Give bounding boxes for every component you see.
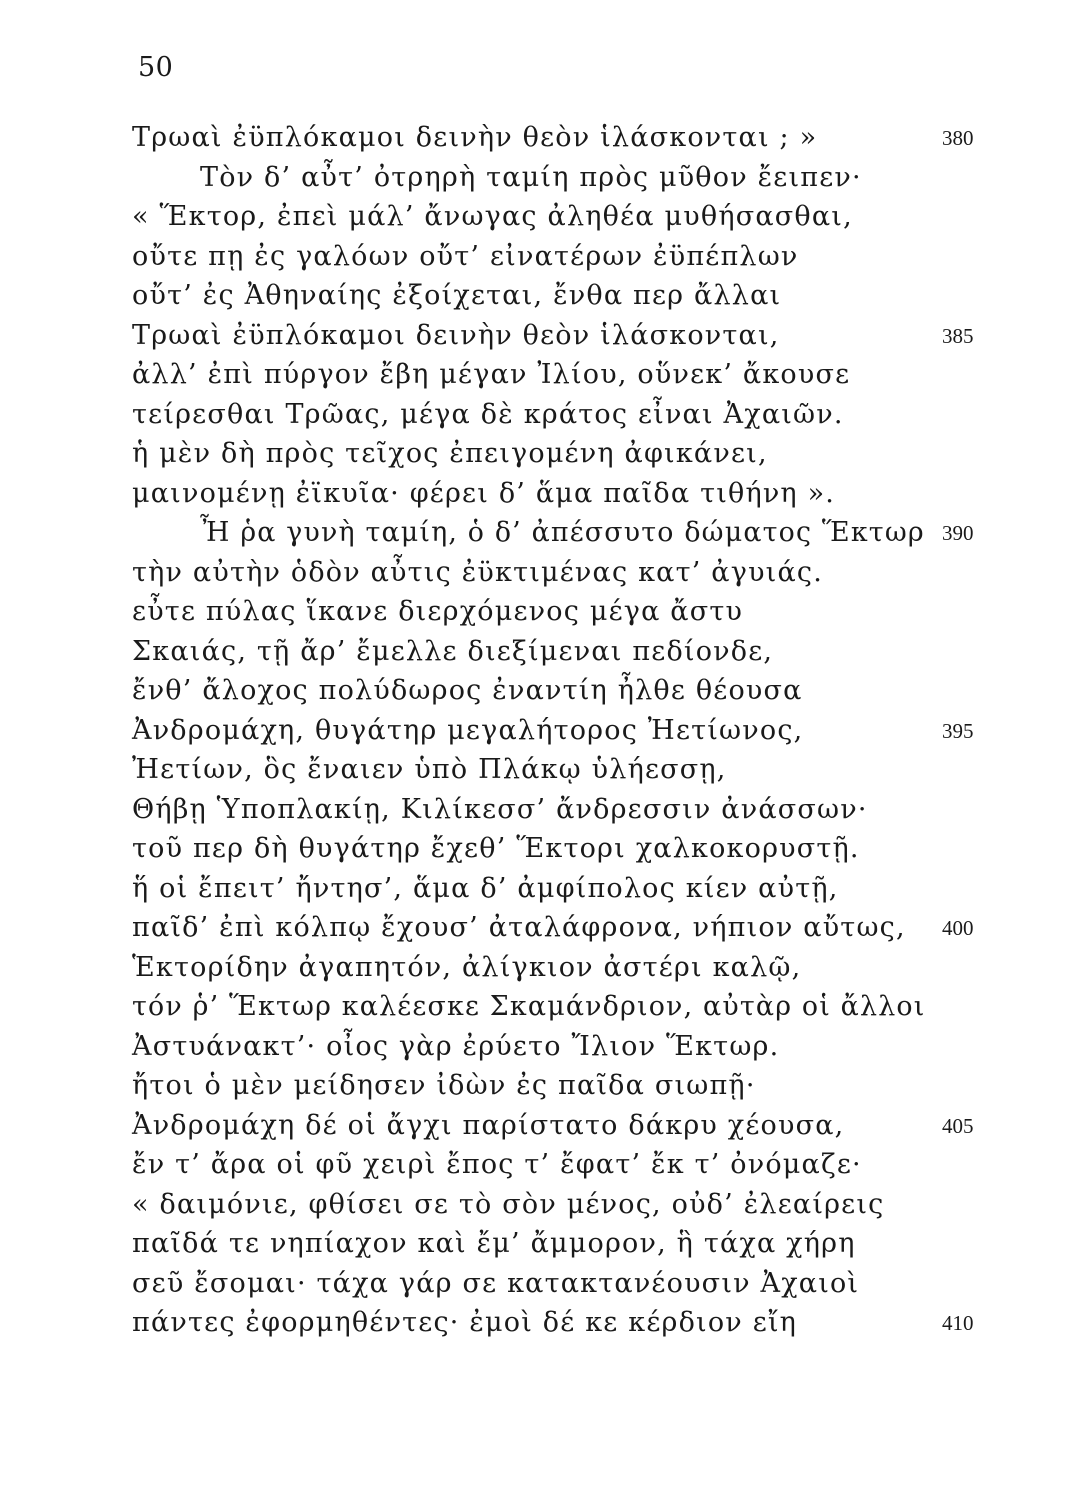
line-number: 395: [942, 719, 974, 743]
verse-line-text: τὴν αὐτὴν ὁδὸν αὖτις ἐϋκτιμένας κατ’ ἀγυιάς.: [132, 557, 824, 588]
verse-line: [0, 1145, 1072, 1185]
verse-line: [0, 948, 1072, 988]
verse-line: [0, 592, 1072, 632]
verse-line-text: « δαιμόνιε, φθίσει σε τὸ σὸν μένος, οὐδ’ ἐλεαίρεις: [132, 1189, 885, 1220]
verse-line: [0, 711, 1072, 751]
verse-line-text: « Ἕκτορ, ἐπεὶ μάλ’ ἄνωγας ἀληθέα μυθήσασθαι,: [132, 201, 853, 232]
verse-line-text: Τρωαὶ ἐϋπλόκαμοι δεινὴν θεὸν ἱλάσκονται ; »: [132, 122, 818, 153]
verse-line-text: εὖτε πύλας ἵκανε διερχόμενος μέγα ἄστυ: [132, 596, 744, 627]
verse-line-text: Ἀνδρομάχη δέ οἱ ἄγχι παρίστατο δάκρυ χέουσα,: [132, 1110, 845, 1141]
verse-line: [0, 118, 1072, 158]
verse-line: [0, 513, 1072, 553]
verse-line-text: τοῦ περ δὴ θυγάτηρ ἔχεθ’ Ἕκτορι χαλκοκορυστῇ.: [132, 833, 860, 864]
verse-line: [0, 1185, 1072, 1225]
verse-line-text: Θήβῃ Ὑποπλακίῃ, Κιλίκεσσ’ ἄνδρεσσιν ἀνάσσων·: [132, 794, 868, 825]
verse-line-text: μαινομένῃ ἐϊκυῖα· φέρει δ’ ἅμα παῖδα τιθήνη ».: [132, 478, 836, 509]
verse-line-text: τόν ῥ’ Ἕκτωρ καλέεσκε Σκαμάνδριον, αὐτὰρ οἱ ἄλλοι: [132, 991, 926, 1022]
verse-line: [0, 869, 1072, 909]
verse-line-text: παῖδά τε νηπίαχον καὶ ἔμ’ ἄμμορον, ἣ τάχα χήρη: [132, 1228, 856, 1259]
verse-line-text: σεῦ ἔσομαι· τάχα γάρ σε κατακτανέουσιν Ἀχαιοὶ: [132, 1268, 860, 1299]
verse-line-text: τείρεσθαι Τρῶας, μέγα δὲ κράτος εἶναι Ἀχαιῶν.: [132, 399, 844, 430]
verse-line-text: οὔτ’ ἐς Ἀθηναίης ἐξοίχεται, ἔνθα περ ἄλλαι: [132, 280, 782, 311]
verse-line-text: ἡ μὲν δὴ πρὸς τεῖχος ἐπειγομένη ἀφικάνει,: [132, 438, 768, 469]
verse-line-text: Ἑκτορίδην ἀγαπητόν, ἀλίγκιον ἀστέρι καλῷ,: [132, 952, 802, 983]
verse-line-text: Ἠετίων, ὃς ἔναιεν ὑπὸ Πλάκῳ ὑλήεσσῃ,: [132, 754, 727, 785]
verse-line: [0, 395, 1072, 435]
verse-line-text: Ἦ ῥα γυνὴ ταμίη, ὁ δ’ ἀπέσσυτο δώματος Ἕκτωρ: [200, 517, 925, 548]
verse-line: [0, 276, 1072, 316]
verse-line-text: Σκαιάς, τῇ ἄρ’ ἔμελλε διεξίμεναι πεδίονδε,: [132, 636, 774, 667]
verse-line-text: ἤτοι ὁ μὲν μείδησεν ἰδὼν ἐς παῖδα σιωπῇ·: [132, 1070, 756, 1101]
line-number: 380: [942, 126, 974, 150]
verse-line-text: Ἀνδρομάχη, θυγάτηρ μεγαλήτορος Ἠετίωνος,: [132, 715, 804, 746]
verse-line: [0, 474, 1072, 514]
verse-line: [0, 1106, 1072, 1146]
verse-line: [0, 1264, 1072, 1304]
verse-line-text: Τρωαὶ ἐϋπλόκαμοι δεινὴν θεὸν ἱλάσκονται,: [132, 320, 780, 351]
verse-line-text: ἀλλ’ ἐπὶ πύργον ἔβη μέγαν Ἰλίου, οὕνεκ’ ἄκουσε: [132, 359, 851, 390]
verse-line-text: Ἀστυάνακτ’· οἶος γὰρ ἐρύετο Ἴλιον Ἕκτωρ.: [132, 1031, 780, 1062]
verse-line: [0, 790, 1072, 830]
line-number: 400: [942, 916, 974, 940]
verse-line-text: παῖδ’ ἐπὶ κόλπῳ ἔχουσ’ ἀταλάφρονα, νήπιον αὔτως,: [132, 912, 906, 943]
verse-line-text: οὔτε πῃ ἐς γαλόων οὔτ’ εἰνατέρων ἐϋπέπλων: [132, 241, 799, 272]
verse-line: [0, 197, 1072, 237]
line-number: 410: [942, 1311, 974, 1335]
verse-line: [0, 750, 1072, 790]
verse-line: [0, 158, 1072, 198]
verse-line: [0, 671, 1072, 711]
verse-line: [0, 1303, 1072, 1343]
verse-line-text: ἔνθ’ ἄλοχος πολύδωρος ἐναντίη ἦλθε θέουσα: [132, 675, 803, 706]
verse-line: [0, 908, 1072, 948]
verse-line-text: πάντες ἐφορμηθέντες· ἐμοὶ δέ κε κέρδιον εἴη: [132, 1307, 798, 1338]
page-number: 50: [138, 52, 174, 83]
line-number: 385: [942, 324, 974, 348]
line-number: 405: [942, 1114, 974, 1138]
verse-line: [0, 237, 1072, 277]
verse-line: [0, 987, 1072, 1027]
verse-line: [0, 632, 1072, 672]
line-number: 390: [942, 521, 974, 545]
verse-line: [0, 829, 1072, 869]
verse-line-text: Τὸν δ’ αὖτ’ ὀτρηρὴ ταμίη πρὸς μῦθον ἔειπεν·: [200, 162, 862, 193]
verse-line: [0, 316, 1072, 356]
verse-line: [0, 1027, 1072, 1067]
verse-line: [0, 1224, 1072, 1264]
verse-line-text: ἥ οἱ ἔπειτ’ ἤντησ’, ἅμα δ’ ἀμφίπολος κίεν αὐτῇ,: [132, 873, 839, 904]
verse-line: [0, 1066, 1072, 1106]
verse-line: [0, 434, 1072, 474]
verse-line: [0, 553, 1072, 593]
verse-line: [0, 355, 1072, 395]
verse-line-text: ἔν τ’ ἄρα οἱ φῦ χειρὶ ἔπος τ’ ἔφατ’ ἔκ τ’ ὀνόμαζε·: [132, 1149, 862, 1180]
